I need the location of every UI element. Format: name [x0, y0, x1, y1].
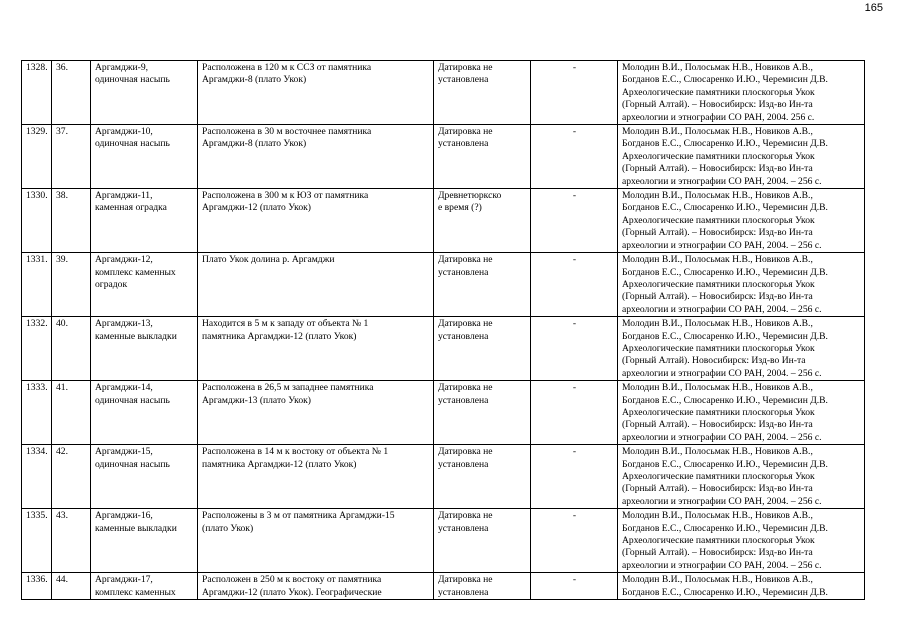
- location-cell-line: Расположен в 250 м к востоку от памятника: [202, 574, 382, 586]
- monument-name-cell: [91, 573, 198, 600]
- literature-cell-line: Археологические памятники плоскогорья Укок: [622, 214, 815, 226]
- empty-mark-cell: -: [531, 317, 618, 381]
- literature-cell-line: археологии и этнографии СО РАН, 2004. – 256 с.: [622, 431, 822, 443]
- empty-mark-cell: -: [531, 61, 618, 125]
- location-cell-line: Аргамджи-8 (плато Укок): [202, 74, 307, 86]
- literature-cell: [618, 125, 865, 189]
- monument-name-cell-line: комплекс каменных: [95, 266, 176, 278]
- location-cell: [198, 445, 434, 509]
- monument-name-cell: [91, 317, 198, 381]
- literature-cell-line: Молодин В.И., Полосьмак Н.В., Новиков А.В.,: [622, 62, 813, 73]
- literature-cell-line: археологии и этнографии СО РАН, 2004. – 256 с.: [622, 303, 822, 315]
- location-cell-line: памятника Аргамджи-12 (плато Укок): [202, 458, 357, 470]
- literature-cell: [618, 381, 865, 445]
- literature-cell-line: Археологические памятники плоскогорья Укок: [622, 278, 815, 290]
- monument-name-cell: [91, 253, 198, 317]
- table-row: [22, 573, 865, 600]
- literature-cell-line: Богданов Е.С., Слюсаренко И.Ю., Черемисин Д.В.: [622, 522, 828, 534]
- location-cell-line: Находится в 5 м к западу от объекта № 1: [202, 318, 369, 330]
- monument-name-cell-line: Аргамджи-16,: [95, 510, 153, 522]
- location-cell-line: Расположена в 30 м восточнее памятника: [202, 126, 372, 138]
- monument-name-cell: [91, 125, 198, 189]
- location-cell-line: Аргамджи-8 (плато Укок): [202, 138, 307, 150]
- dating-cell-line: установлена: [438, 586, 489, 598]
- literature-cell: [618, 573, 865, 600]
- literature-cell-line: Богданов Е.С., Слюсаренко И.Ю., Черемисин Д.В.: [622, 74, 828, 86]
- dating-cell-line: Датировка не: [438, 382, 493, 394]
- dating-cell-line: Датировка не: [438, 254, 493, 266]
- monument-name-cell-line: одиночная насыпь: [95, 138, 170, 150]
- literature-cell-line: археологии и этнографии СО РАН, 2004. – 256 с.: [622, 239, 822, 251]
- monument-name-cell-line: Аргамджи-9,: [95, 62, 149, 73]
- location-cell-line: Расположена в 120 м к ССЗ от памятника: [202, 62, 372, 73]
- empty-mark-cell: -: [531, 253, 618, 317]
- dating-cell-line: е время (?): [438, 202, 482, 214]
- record-number-cell: 1336.: [22, 573, 52, 600]
- literature-cell-line: Археологические памятники плоскогорья Укок: [622, 535, 815, 547]
- dating-cell: [434, 509, 531, 573]
- literature-cell-line: археологии и этнографии СО РАН, 2004. – 256 с.: [622, 495, 822, 507]
- location-cell-line: Расположены в 3 м от памятника Аргамджи-15: [202, 510, 395, 522]
- monument-name-cell: [91, 61, 198, 125]
- literature-cell-line: археологии и этнографии СО РАН, 2004. – 256 с.: [622, 367, 822, 379]
- record-number-cell: 1334.: [22, 445, 52, 509]
- sub-number-cell: 43.: [52, 509, 91, 573]
- location-cell: [198, 573, 434, 600]
- sub-number-cell: 36.: [52, 61, 91, 125]
- literature-cell-line: Богданов Е.С., Слюсаренко И.Ю., Черемисин Д.В.: [622, 138, 828, 150]
- sub-number-cell: 42.: [52, 445, 91, 509]
- literature-cell-line: Археологические памятники плоскогорья Укок: [622, 342, 815, 354]
- dating-cell-line: Датировка не: [438, 62, 493, 73]
- location-cell-line: Аргамджи-13 (плато Укок): [202, 394, 311, 406]
- dating-cell: [434, 381, 531, 445]
- monument-name-cell-line: одиночная насыпь: [95, 394, 170, 406]
- monument-name-cell: [91, 189, 198, 253]
- monument-name-cell-line: одиночная насыпь: [95, 458, 170, 470]
- dating-cell-line: Датировка не: [438, 126, 493, 138]
- dating-cell-line: установлена: [438, 394, 489, 406]
- monument-name-cell-line: комплекс каменных: [95, 586, 176, 598]
- dating-cell: [434, 573, 531, 600]
- dating-cell-line: Древнетюркско: [438, 190, 502, 202]
- literature-cell-line: Молодин В.И., Полосьмак Н.В., Новиков А.В.,: [622, 318, 813, 330]
- location-cell: [198, 317, 434, 381]
- literature-cell: [618, 253, 865, 317]
- dating-cell: [434, 61, 531, 125]
- literature-cell-line: Богданов Е.С., Слюсаренко И.Ю., Черемисин Д.В.: [622, 202, 828, 214]
- literature-cell-line: (Горный Алтай). – Новосибирск: Изд-во Ин-та: [622, 163, 813, 175]
- empty-mark-cell: -: [531, 125, 618, 189]
- dating-cell-line: установлена: [438, 522, 489, 534]
- location-cell: [198, 61, 434, 125]
- table-row: [22, 381, 865, 445]
- monument-name-cell: [91, 445, 198, 509]
- monument-name-cell: [91, 381, 198, 445]
- monument-name-cell-line: одиночная насыпь: [95, 74, 170, 86]
- dating-cell-line: установлена: [438, 138, 489, 150]
- literature-cell-line: Археологические памятники плоскогорья Укок: [622, 150, 815, 162]
- empty-mark-cell: -: [531, 381, 618, 445]
- literature-cell: [618, 317, 865, 381]
- record-number-cell: 1331.: [22, 253, 52, 317]
- dating-cell-line: Датировка не: [438, 574, 493, 586]
- table-row: [22, 509, 865, 573]
- sub-number-cell: 39.: [52, 253, 91, 317]
- table-row: [22, 61, 865, 125]
- monument-name-cell-line: Аргамджи-13,: [95, 318, 153, 330]
- table-row: [22, 253, 865, 317]
- monument-name-cell-line: каменные выкладки: [95, 330, 177, 342]
- monuments-register-table: [21, 60, 865, 600]
- literature-cell-line: археологии и этнографии СО РАН, 2004. – 256 с.: [622, 559, 822, 571]
- location-cell-line: Аргамджи-12 (плато Укок). Географические: [202, 586, 382, 598]
- literature-cell-line: Богданов Е.С., Слюсаренко И.Ю., Черемисин Д.В.: [622, 266, 828, 278]
- table-row: [22, 189, 865, 253]
- monument-name-cell-line: Аргамджи-10,: [95, 126, 153, 138]
- literature-cell-line: Богданов Е.С., Слюсаренко И.Ю., Черемисин Д.В.: [622, 458, 828, 470]
- empty-mark-cell: -: [531, 573, 618, 600]
- literature-cell-line: Богданов Е.С., Слюсаренко И.Ю., Черемисин Д.В.: [622, 394, 828, 406]
- location-cell-line: Расположена в 300 м к ЮЗ от памятника: [202, 190, 369, 202]
- location-cell: [198, 125, 434, 189]
- record-number-cell: 1333.: [22, 381, 52, 445]
- dating-cell-line: установлена: [438, 330, 489, 342]
- record-number-cell: 1330.: [22, 189, 52, 253]
- dating-cell-line: установлена: [438, 74, 489, 86]
- monument-name-cell-line: оградок: [95, 278, 128, 290]
- literature-cell-line: Молодин В.И., Полосьмак Н.В., Новиков А.В.,: [622, 126, 813, 138]
- dating-cell-line: Датировка не: [438, 318, 493, 330]
- sub-number-cell: 37.: [52, 125, 91, 189]
- dating-cell-line: установлена: [438, 266, 489, 278]
- location-cell: [198, 189, 434, 253]
- literature-cell-line: археологии и этнографии СО РАН, 2004. 256 с.: [622, 111, 815, 123]
- monument-name-cell: [91, 509, 198, 573]
- literature-cell-line: Археологические памятники плоскогорья Укок: [622, 86, 815, 98]
- empty-mark-cell: -: [531, 509, 618, 573]
- location-cell-line: Плато Укок долина р. Аргамджи: [202, 254, 335, 266]
- dating-cell: [434, 189, 531, 253]
- dating-cell: [434, 317, 531, 381]
- empty-mark-cell: -: [531, 445, 618, 509]
- empty-mark-cell: -: [531, 189, 618, 253]
- record-number-cell: 1329.: [22, 125, 52, 189]
- dating-cell: [434, 445, 531, 509]
- literature-cell-line: (Горный Алтай). Новосибирск: Изд-во Ин-та: [622, 355, 806, 367]
- location-cell: [198, 509, 434, 573]
- literature-cell-line: (Горный Алтай). – Новосибирск: Изд-во Ин-та: [622, 227, 813, 239]
- monument-name-cell-line: Аргамджи-14,: [95, 382, 153, 394]
- literature-cell-line: Богданов Е.С., Слюсаренко И.Ю., Черемисин Д.В.: [622, 586, 828, 598]
- dating-cell-line: установлена: [438, 458, 489, 470]
- sub-number-cell: 40.: [52, 317, 91, 381]
- location-cell-line: (плато Укок): [202, 522, 254, 534]
- literature-cell-line: Молодин В.И., Полосьмак Н.В., Новиков А.В.,: [622, 254, 813, 266]
- table-row: [22, 125, 865, 189]
- dating-cell: [434, 125, 531, 189]
- literature-cell-line: Молодин В.И., Полосьмак Н.В., Новиков А.В.,: [622, 446, 813, 458]
- location-cell-line: Расположена в 26,5 м западнее памятника: [202, 382, 374, 394]
- literature-cell-line: (Горный Алтай). – Новосибирск: Изд-во Ин-та: [622, 483, 813, 495]
- location-cell: [198, 253, 434, 317]
- sub-number-cell: 38.: [52, 189, 91, 253]
- literature-cell: [618, 189, 865, 253]
- literature-cell-line: Богданов Е.С., Слюсаренко И.Ю., Черемисин Д.В.: [622, 330, 828, 342]
- monument-name-cell-line: Аргамджи-17,: [95, 574, 153, 586]
- dating-cell: [434, 253, 531, 317]
- literature-cell: [618, 61, 865, 125]
- literature-cell-line: Молодин В.И., Полосьмак Н.В., Новиков А.В.,: [622, 382, 813, 394]
- monument-name-cell-line: Аргамджи-12,: [95, 254, 153, 266]
- location-cell-line: Расположена в 14 м к востоку от объекта № 1: [202, 446, 389, 458]
- dating-cell-line: Датировка не: [438, 446, 493, 458]
- record-number-cell: 1332.: [22, 317, 52, 381]
- location-cell: [198, 381, 434, 445]
- sub-number-cell: 41.: [52, 381, 91, 445]
- literature-cell-line: (Горный Алтай). – Новосибирск: Изд-во Ин-та: [622, 99, 813, 111]
- literature-cell: [618, 509, 865, 573]
- page-number: 165: [864, 2, 883, 14]
- literature-cell-line: Археологические памятники плоскогорья Укок: [622, 471, 815, 482]
- literature-cell-line: (Горный Алтай). – Новосибирск: Изд-во Ин-та: [622, 419, 813, 431]
- literature-cell-line: (Горный Алтай). – Новосибирск: Изд-во Ин-та: [622, 291, 813, 303]
- monument-name-cell-line: каменная оградка: [95, 202, 167, 214]
- literature-cell-line: археологии и этнографии СО РАН, 2004. – 256 с.: [622, 175, 822, 187]
- literature-cell-line: Молодин В.И., Полосьмак Н.В., Новиков А.В.,: [622, 510, 813, 522]
- literature-cell-line: Археологические памятники плоскогорья Укок: [622, 406, 815, 418]
- location-cell-line: памятника Аргамджи-12 (плато Укок): [202, 330, 357, 342]
- location-cell-line: Аргамджи-12 (плато Укок): [202, 202, 311, 214]
- table-row: [22, 445, 865, 509]
- monument-name-cell-line: Аргамджи-15,: [95, 446, 153, 458]
- literature-cell-line: Молодин В.И., Полосьмак Н.В., Новиков А.В.,: [622, 574, 813, 586]
- dating-cell-line: Датировка не: [438, 510, 493, 522]
- sub-number-cell: 44.: [52, 573, 91, 600]
- literature-cell: [618, 445, 865, 509]
- monument-name-cell-line: каменные выкладки: [95, 522, 177, 534]
- literature-cell-line: (Горный Алтай). – Новосибирск: Изд-во Ин-та: [622, 547, 813, 559]
- monument-name-cell-line: Аргамджи-11,: [95, 190, 153, 202]
- table-row: [22, 317, 865, 381]
- literature-cell-line: Молодин В.И., Полосьмак Н.В., Новиков А.В.,: [622, 190, 813, 202]
- record-number-cell: 1328.: [22, 61, 52, 125]
- record-number-cell: 1335.: [22, 509, 52, 573]
